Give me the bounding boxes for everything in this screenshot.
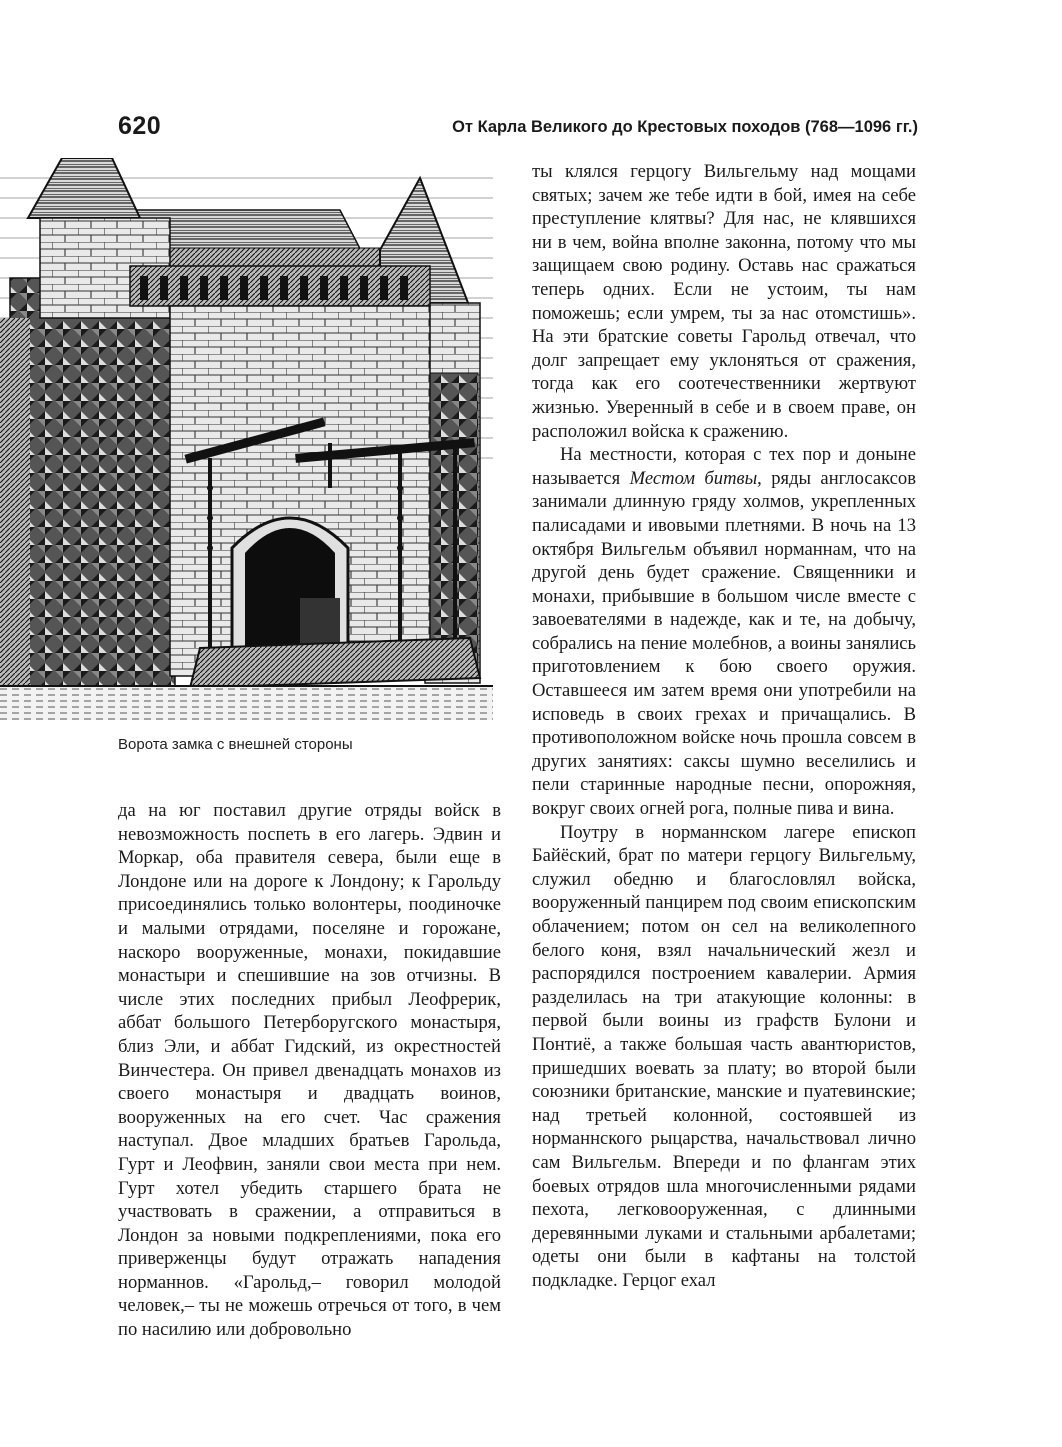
running-title: От Карла Великого до Крестовых походов (768—1096 гг.) bbox=[452, 118, 918, 136]
right-text-column bbox=[532, 160, 916, 1293]
paragraph: ты клялся герцогу Вильгельму над мощами святых; зачем же тебе идти в бой, имея на себе преступление клятвы? Для нас, не клявшихся ни в чем, война вполне законна, потому что мы защищаем свою родину. Оставь нас сражаться теперь одних. Если не устоим, ты нам поможешь; если умрем, ты за нас отомстишь». На эти братские советы Гарольд отвечал, что долг запрещает ему уклоняться от сражения, тогда как его соотечественники жертвуют жизнью. Уверенный в себе и в своем праве, он расположил войска к сражению. bbox=[532, 161, 916, 442]
page-number: 620 bbox=[118, 112, 162, 140]
paragraph-text: На местности, которая с тех пор и доныне называется bbox=[532, 444, 916, 489]
page-header bbox=[118, 112, 918, 146]
figure-caption: Ворота замка с внешней стороны bbox=[118, 736, 353, 753]
paragraph: да на юг поставил другие отряды войск в невозможность поспеть в его лагерь. Эдвин и Моркар, оба правителя севера, были еще в Лондоне или на дороге к Лондону; к Гарольду присоединялись только волонтеры, поодиночке и малыми отрядами, поселяне и горожане, наскоро вооруженные, монахи, покидавшие монастыри и спешившие на зов отчизны. В числе этих последних прибыл Леофрерик, аббат большого Петерборугского монастыря, близ Эли, и аббат Гидский, из окрестностей Винчестера. Он привел двенадцать монахов из своего монастыря и двадцать воинов, вооруженных на его счет. Час сражения наступал. Двое младших братьев Гарольда, Гурт и Леофвин, заняли свои места при нем. Гурт хотел убедить старшего брата не участвовать в сражении, а отправиться в Лондон за новыми подкреплениями, пока его приверженцы будут отражать нападения норманнов. «Гарольд,– говорил молодой человек,– ты не можешь отречься от того, в чем по насилию или добровольно bbox=[118, 800, 501, 1341]
paragraph bbox=[532, 443, 916, 821]
paragraph-text: , ряды англосаксов занимали длинную гряду холмов, укрепленных палисадами и ивовыми плетнями. В ночь на 13 октября Вильгельм объявил норманнам, что на другой день будет сражение. Священники и монахи, прибывшие в большом числе вместе с завоевателями в надежде, как и те, на добычу, собрались на пение молебнов, а воины занялись приготовлением к бою своего оружия. Оставшееся им затем время они употребили на исповедь в своих грехах и причащались. В противоположном войске ночь прошла совсем в других занятиях: саксы шумно веселились и пели старинные народные песни, опорожняя, вокруг своих огней рога, полные пива и вина. bbox=[532, 467, 916, 820]
paragraph: Поутру в норманнском лагере епископ Байёский, брат по матери герцогу Вильгельму, служил обедню и благословлял войска, вооруженный панцирем под своим епископским облачением; потом он сел на великолепного белого коня, взял начальнический жезл и распорядился построением кавалерии. Армия разделилась на три атакующие колонны: в первой были воины из графств Булони и Понтиё, а также большая часть авантюристов, пришедших воевать за плату; во второй были союзники британские, манские и пуатевинские; над третьей колонной, состоявшей из норманнского рыцарства, начальствовал лично сам Вильгельм. Впереди и по флангам этих боевых отрядов шла многочисленными рядами пехота, легковооруженная, с длинными деревянными луками и стальными арбалетами; одеты они были в кафтаны на толстой подкладке. Герцог ехал bbox=[532, 821, 916, 1291]
left-text-column bbox=[118, 799, 501, 1342]
castle-gate-illustration bbox=[0, 158, 493, 720]
italic-place-name: Местом битвы bbox=[629, 467, 758, 489]
